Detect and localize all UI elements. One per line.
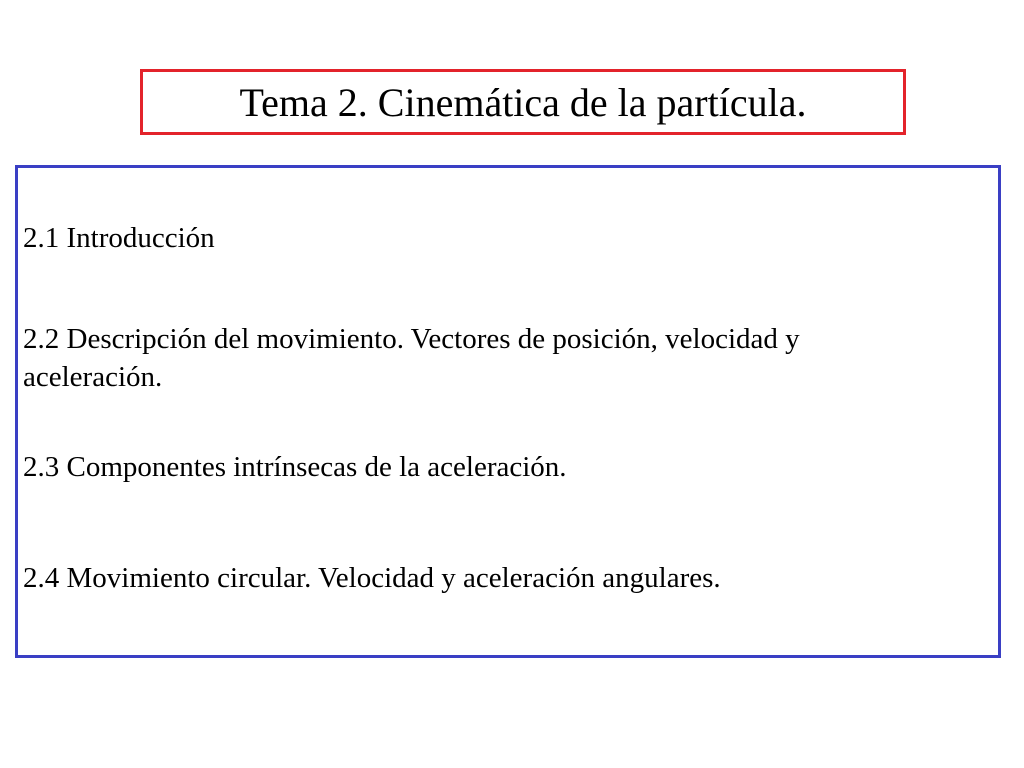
topic-line: 2.3 Componentes intrínsecas de la aceleración.	[23, 451, 567, 483]
topic-line: aceleración.	[23, 361, 163, 393]
topic-item-2-2	[23, 320, 800, 396]
topic-item-2-3	[23, 448, 567, 486]
topics-box	[15, 165, 1001, 658]
topic-line: 2.2 Descripción del movimiento. Vectores de posición, velocidad y	[23, 323, 800, 355]
topic-item-2-4	[23, 559, 721, 597]
topic-line: 2.1 Introducción	[23, 222, 215, 254]
topic-line: 2.4 Movimiento circular. Velocidad y aceleración angulares.	[23, 562, 721, 594]
slide-title-box	[140, 69, 906, 135]
slide-title: Tema 2. Cinemática de la partícula.	[239, 80, 807, 125]
topic-item-2-1	[23, 219, 215, 257]
